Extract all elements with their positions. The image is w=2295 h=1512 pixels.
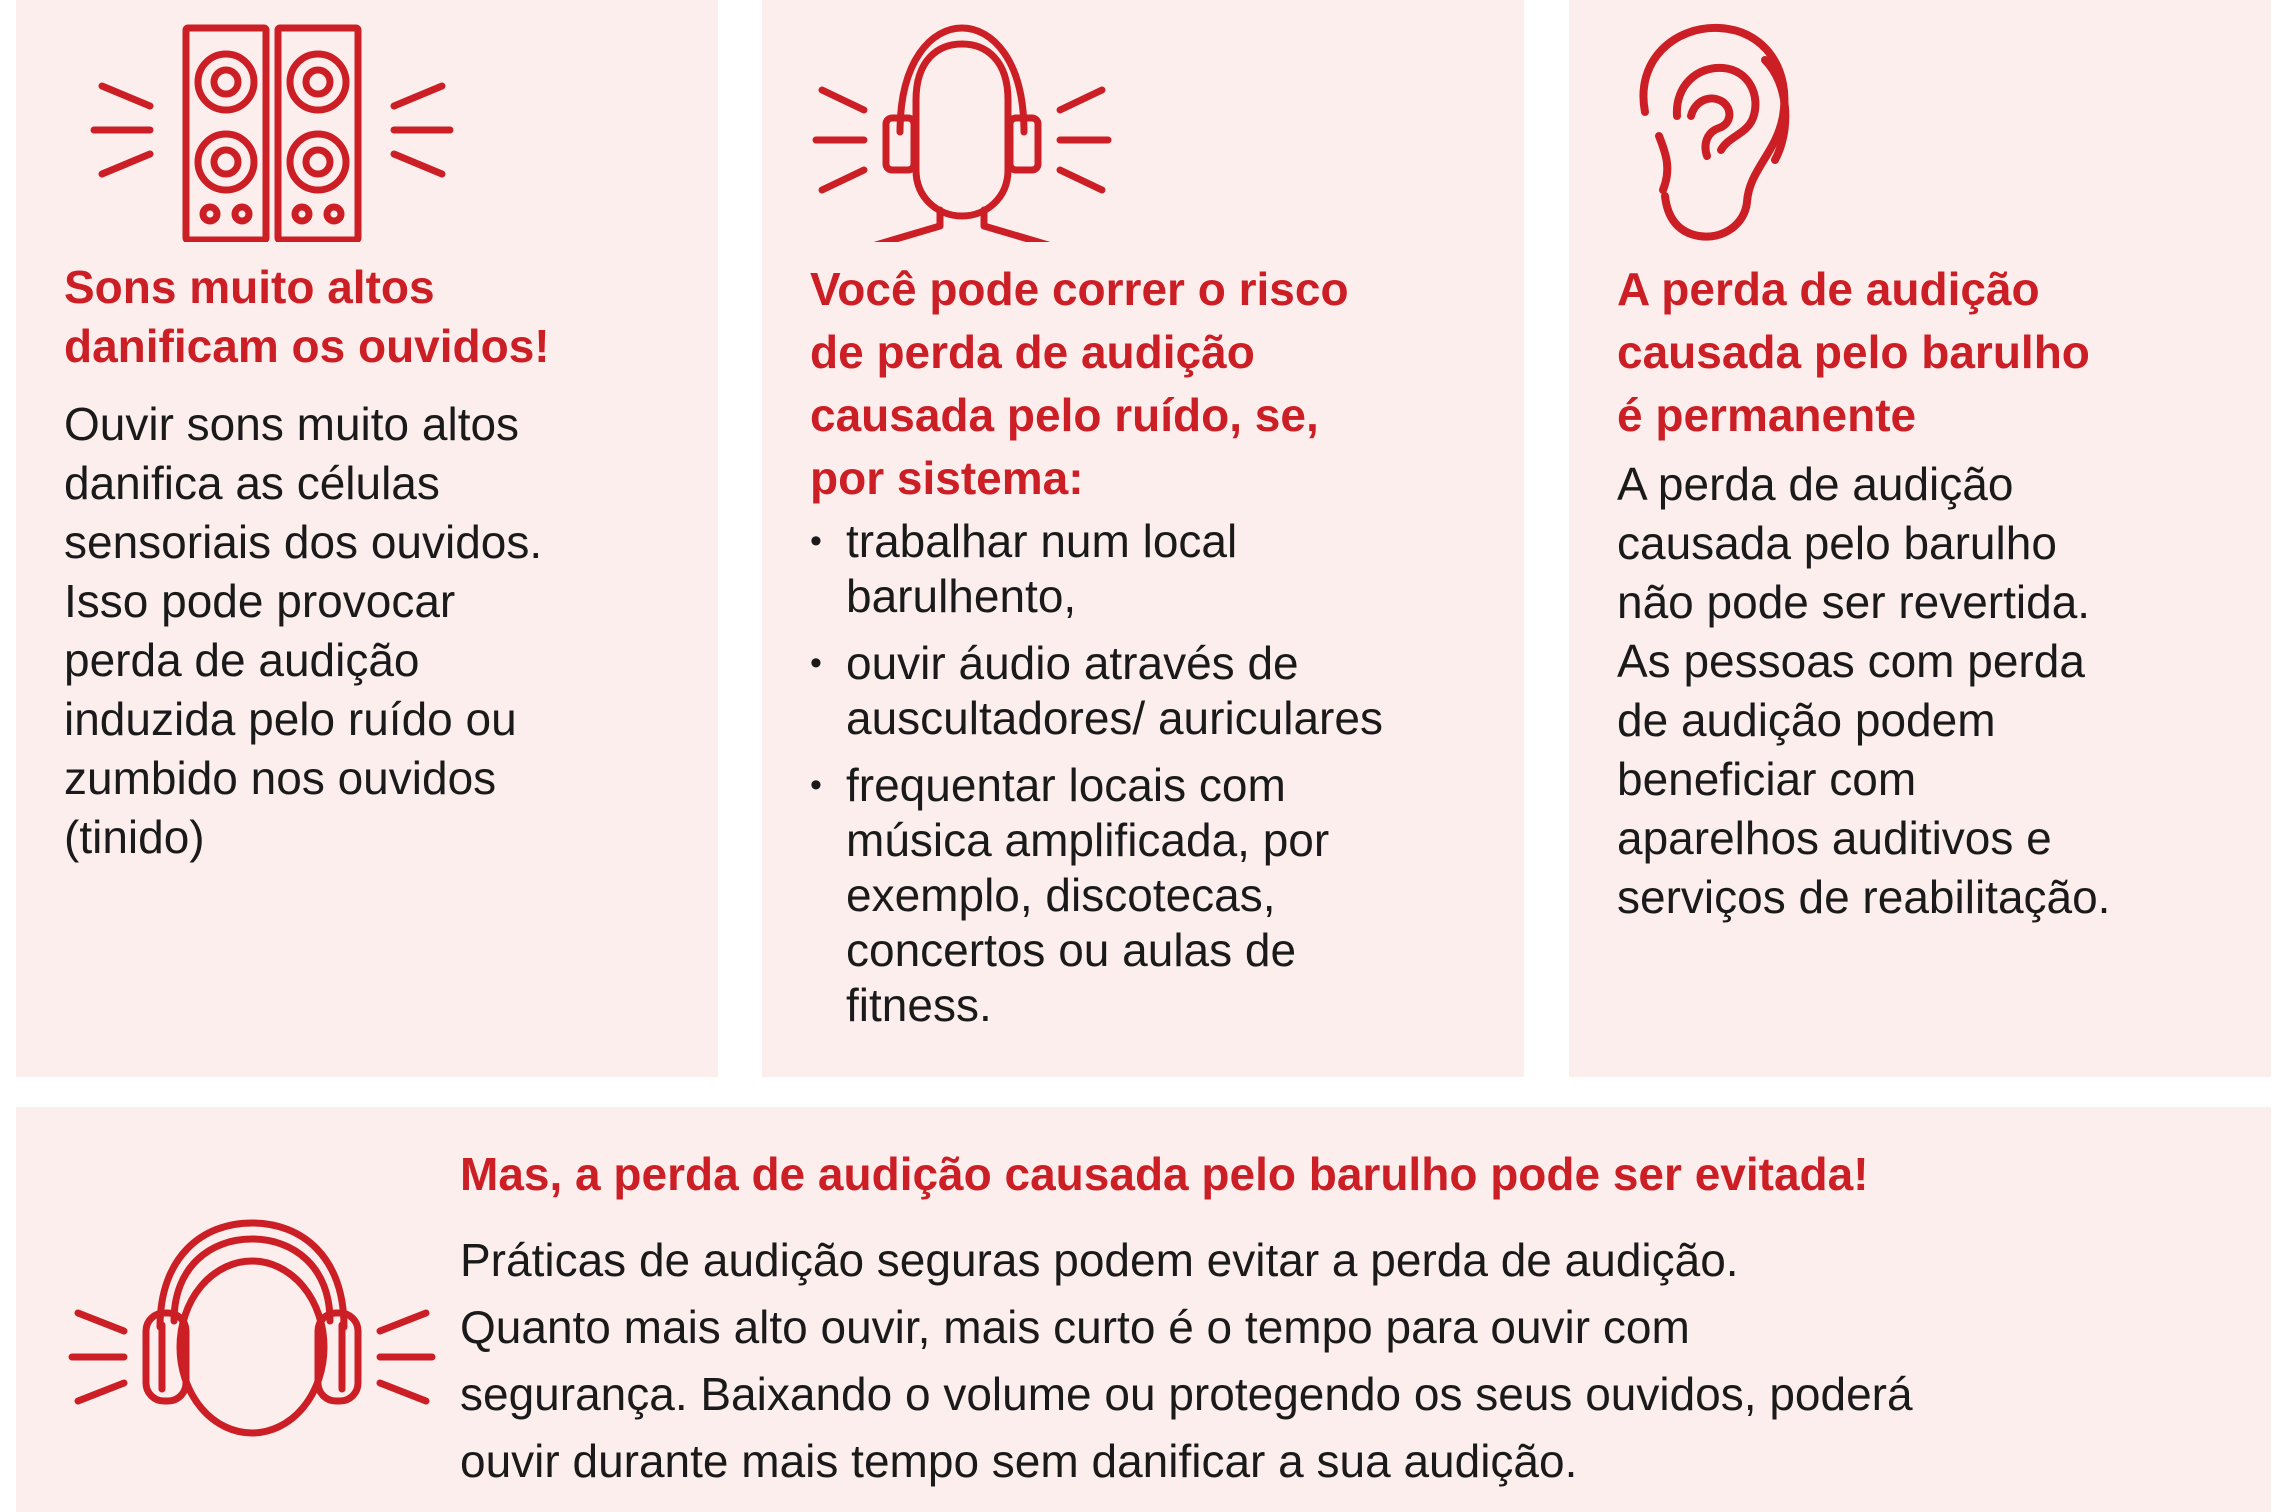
card-prevention (16, 1107, 2271, 1512)
card-body: Práticas de audição seguras podem evitar a perda de audição. Quanto mais alto ouvir, mais curto é o tempo para ouvir com segurança. Baixando o volume ou protegendo os seus ouvidos, poderá ouvir durante mais tempo sem danificar a sua audição. (460, 1234, 1913, 1487)
list-item: • ouvir áudio através de auscultadores/ auriculares (810, 636, 1383, 746)
risk-list (810, 514, 1383, 1045)
card-title: Sons muito altos danificam os ouvidos! (64, 261, 550, 372)
card-title: A perda de audição causada pelo barulho é permanente (1617, 263, 2090, 441)
card-title: Você pode correr o risco de perda de audição causada pelo ruído, se, por sistema: (810, 263, 1349, 504)
card-risk (762, 0, 1524, 1077)
card-title: Mas, a perda de audição causada pelo barulho pode ser evitada! (460, 1148, 1869, 1200)
speakers-icon (62, 20, 502, 242)
ear-icon (1615, 20, 1795, 242)
card-body: Ouvir sons muito altos danifica as células sensoriais dos ouvidos. Isso pode provocar perda de audição induzida pelo ruído ou zumbido nos ouvidos (tinido) (64, 398, 543, 863)
card-permanent (1569, 0, 2271, 1077)
list-item: • trabalhar num local barulhento, (810, 514, 1383, 624)
list-item: • frequentar locais com música amplificada, por exemplo, discotecas, concertos ou aulas de fitness. (810, 758, 1383, 1033)
ear-protection-icon (62, 1217, 442, 1437)
card-loud-sounds (16, 0, 718, 1077)
person-headphones-icon (812, 20, 1112, 242)
card-body: A perda de audição causada pelo barulho não pode ser revertida. As pessoas com perda de audição podem beneficiar com aparelhos auditivos e serviços de reabilitação. (1617, 458, 2111, 923)
